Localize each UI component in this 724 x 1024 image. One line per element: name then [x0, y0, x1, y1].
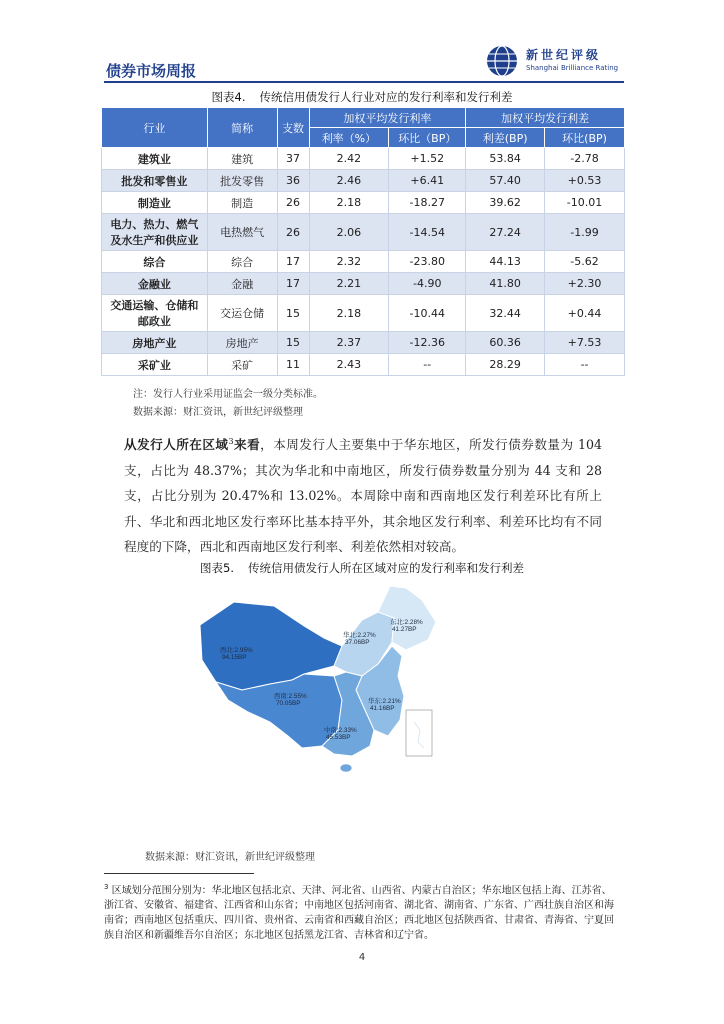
spread-cell: 57.40	[466, 170, 545, 192]
label-southwest-rate: 西南:2.55%	[274, 693, 307, 700]
header-short-name: 简称	[207, 108, 277, 148]
spread-cell: 53.84	[466, 148, 545, 170]
label-northeast-spread: 41.27BP	[392, 626, 417, 633]
spread-change-cell: +2.30	[545, 273, 625, 295]
rate-change-cell: +6.41	[389, 170, 466, 192]
figure5-title: 传统信用债发行人所在区域对应的发行利率和发行利差	[247, 561, 524, 575]
rate-cell: 2.37	[309, 332, 389, 354]
industry-rate-table	[101, 107, 625, 376]
header-spread-change: 环比(BP)	[545, 128, 625, 148]
spread-change-cell: +0.53	[545, 170, 625, 192]
short-name-cell: 金融	[207, 273, 277, 295]
count-cell: 15	[277, 332, 309, 354]
rate-change-cell: -12.36	[389, 332, 466, 354]
table-row	[102, 273, 625, 295]
logo-english-name: Shanghai Brilliance Rating	[526, 64, 619, 72]
short-name-cell: 制造	[207, 192, 277, 214]
table-row	[102, 170, 625, 192]
label-east-spread: 41.16BP	[370, 705, 395, 712]
rate-cell: 2.43	[309, 354, 389, 376]
rate-cell: 2.06	[309, 214, 389, 251]
label-central-south-rate: 中南:2.33%	[324, 727, 357, 734]
figure5-caption	[0, 560, 724, 576]
rate-cell: 2.18	[309, 192, 389, 214]
spread-cell: 28.29	[466, 354, 545, 376]
count-cell: 36	[277, 170, 309, 192]
south-china-sea-inset	[406, 710, 432, 756]
label-central-south-spread: 45.53BP	[326, 734, 351, 741]
globe-logo-icon	[486, 45, 518, 77]
figure5-number: 图表5.	[200, 561, 234, 575]
spread-cell: 27.24	[466, 214, 545, 251]
rate-cell: 2.18	[309, 295, 389, 332]
table-row	[102, 192, 625, 214]
header-count: 支数	[277, 108, 309, 148]
count-cell: 15	[277, 295, 309, 332]
rate-change-cell: -10.44	[389, 295, 466, 332]
label-northwest-rate: 西北:2.95%	[220, 647, 253, 654]
short-name-cell: 批发零售	[207, 170, 277, 192]
header-rate: 利率（%）	[309, 128, 389, 148]
header-spread: 利差(BP)	[466, 128, 545, 148]
short-name-cell: 房地产	[207, 332, 277, 354]
rate-cell: 2.21	[309, 273, 389, 295]
rate-change-cell: -4.90	[389, 273, 466, 295]
industry-cell: 电力、热力、燃气及水生产和供应业	[102, 214, 208, 251]
spread-change-cell: --	[545, 354, 625, 376]
rate-change-cell: -23.80	[389, 251, 466, 273]
spread-cell: 60.36	[466, 332, 545, 354]
label-southwest-spread: 70.05BP	[276, 700, 301, 707]
table-row	[102, 332, 625, 354]
industry-cell: 房地产业	[102, 332, 208, 354]
count-cell: 17	[277, 273, 309, 295]
page-number: 4	[358, 952, 366, 963]
count-cell: 11	[277, 354, 309, 376]
region-analysis-paragraph	[124, 429, 602, 560]
label-east-rate: 华东:2.21%	[368, 698, 401, 705]
industry-cell: 金融业	[102, 273, 208, 295]
rate-change-cell: --	[389, 354, 466, 376]
hainan-island	[340, 764, 352, 772]
header-industry: 行业	[102, 108, 208, 148]
short-name-cell: 建筑	[207, 148, 277, 170]
spread-change-cell: -5.62	[545, 251, 625, 273]
rate-cell: 2.32	[309, 251, 389, 273]
figure4-title: 传统信用债发行人行业对应的发行利率和发行利差	[259, 90, 513, 104]
spread-cell: 41.80	[466, 273, 545, 295]
rate-change-cell: -14.54	[389, 214, 466, 251]
label-northwest-spread: 94.15BP	[222, 654, 247, 661]
brand-logo	[486, 43, 626, 79]
spread-cell: 44.13	[466, 251, 545, 273]
industry-cell: 制造业	[102, 192, 208, 214]
header-divider	[104, 81, 624, 83]
rate-cell: 2.46	[309, 170, 389, 192]
header-group-rate: 加权平均发行利率	[309, 108, 466, 128]
table-row	[102, 354, 625, 376]
count-cell: 17	[277, 251, 309, 273]
spread-change-cell: -10.01	[545, 192, 625, 214]
short-name-cell: 交运仓储	[207, 295, 277, 332]
short-name-cell: 采矿	[207, 354, 277, 376]
spread-change-cell: -1.99	[545, 214, 625, 251]
footnote	[104, 880, 619, 943]
label-north-rate: 华北:2.27%	[343, 632, 376, 639]
table-source: 数据来源：财汇资讯，新世纪评级整理	[133, 407, 303, 418]
industry-cell: 采矿业	[102, 354, 208, 376]
header-rate-change: 环比（BP）	[389, 128, 466, 148]
short-name-cell: 电热燃气	[207, 214, 277, 251]
rate-change-cell: -18.27	[389, 192, 466, 214]
spread-cell: 32.44	[466, 295, 545, 332]
table-row	[102, 251, 625, 273]
figure4-caption	[0, 89, 724, 105]
footnote-divider	[104, 873, 254, 874]
count-cell: 26	[277, 192, 309, 214]
spread-change-cell: +0.44	[545, 295, 625, 332]
table-note: 注：发行人行业采用证监会一级分类标准。	[133, 389, 323, 400]
industry-cell: 建筑业	[102, 148, 208, 170]
footnote-text: 区域划分范围分别为：华北地区包括北京、天津、河北省、山西省、内蒙古自治区；华东地区包括上海、江苏省、浙江省、安徽省、福建省、江西省和山东省；中南地区包括河南省、湖北省、湖南省、广东省、广西壮族自治区和海南省；西南地区包括重庆、四川省、贵州省、云南省和西藏自治区；西北地区包括陕西省、甘肃省、青海省、宁夏回族自治区和新疆维吾尔自治区；东北地区包括黑龙江省、吉林省和辽宁省。	[104, 885, 614, 942]
header-group-spread: 加权平均发行利差	[466, 108, 625, 128]
table-row	[102, 295, 625, 332]
spread-cell: 39.62	[466, 192, 545, 214]
industry-cell: 交通运输、仓储和邮政业	[102, 295, 208, 332]
rate-change-cell: +1.52	[389, 148, 466, 170]
south-sea-islands	[414, 722, 424, 748]
count-cell: 37	[277, 148, 309, 170]
figure4-number: 图表4.	[211, 90, 246, 104]
map-source: 数据来源：财汇资讯，新世纪评级整理	[145, 852, 315, 863]
label-northeast-rate: 东北:2.28%	[390, 619, 423, 626]
label-north-spread: 37.06BP	[345, 639, 370, 646]
rate-cell: 2.42	[309, 148, 389, 170]
footnote-marker: 3	[104, 883, 109, 891]
logo-chinese-name: 新世纪评级	[526, 48, 602, 62]
table-row	[102, 148, 625, 170]
count-cell: 26	[277, 214, 309, 251]
industry-cell: 综合	[102, 251, 208, 273]
industry-cell: 批发和零售业	[102, 170, 208, 192]
footnote-reference[interactable]: 3	[228, 437, 234, 446]
paragraph-lead: 从发行人所在区域	[124, 437, 229, 453]
report-title: 债券市场周报	[106, 62, 197, 80]
spread-change-cell: -2.78	[545, 148, 625, 170]
paragraph-lead-end: 来看	[233, 437, 261, 453]
short-name-cell: 综合	[207, 251, 277, 273]
spread-change-cell: +7.53	[545, 332, 625, 354]
china-region-map	[192, 580, 452, 836]
paragraph-body: ，本周发行人主要集中于华东地区，所发行债券数量为 104 支，占比为 48.37%；其次为华北和中南地区，所发行债券数量分别为 44 支和 28 支，占比分别为 20.47%和 13.02%。本周除中南和西南地区发行利差环比有所上升、华北和西北地区发行率环比基本持平外，其余地区发行利率、利差环比均有不同程度的下降，西北和西南地区发行利率、利差依然相对较高。	[124, 437, 603, 555]
table-row	[102, 214, 625, 251]
